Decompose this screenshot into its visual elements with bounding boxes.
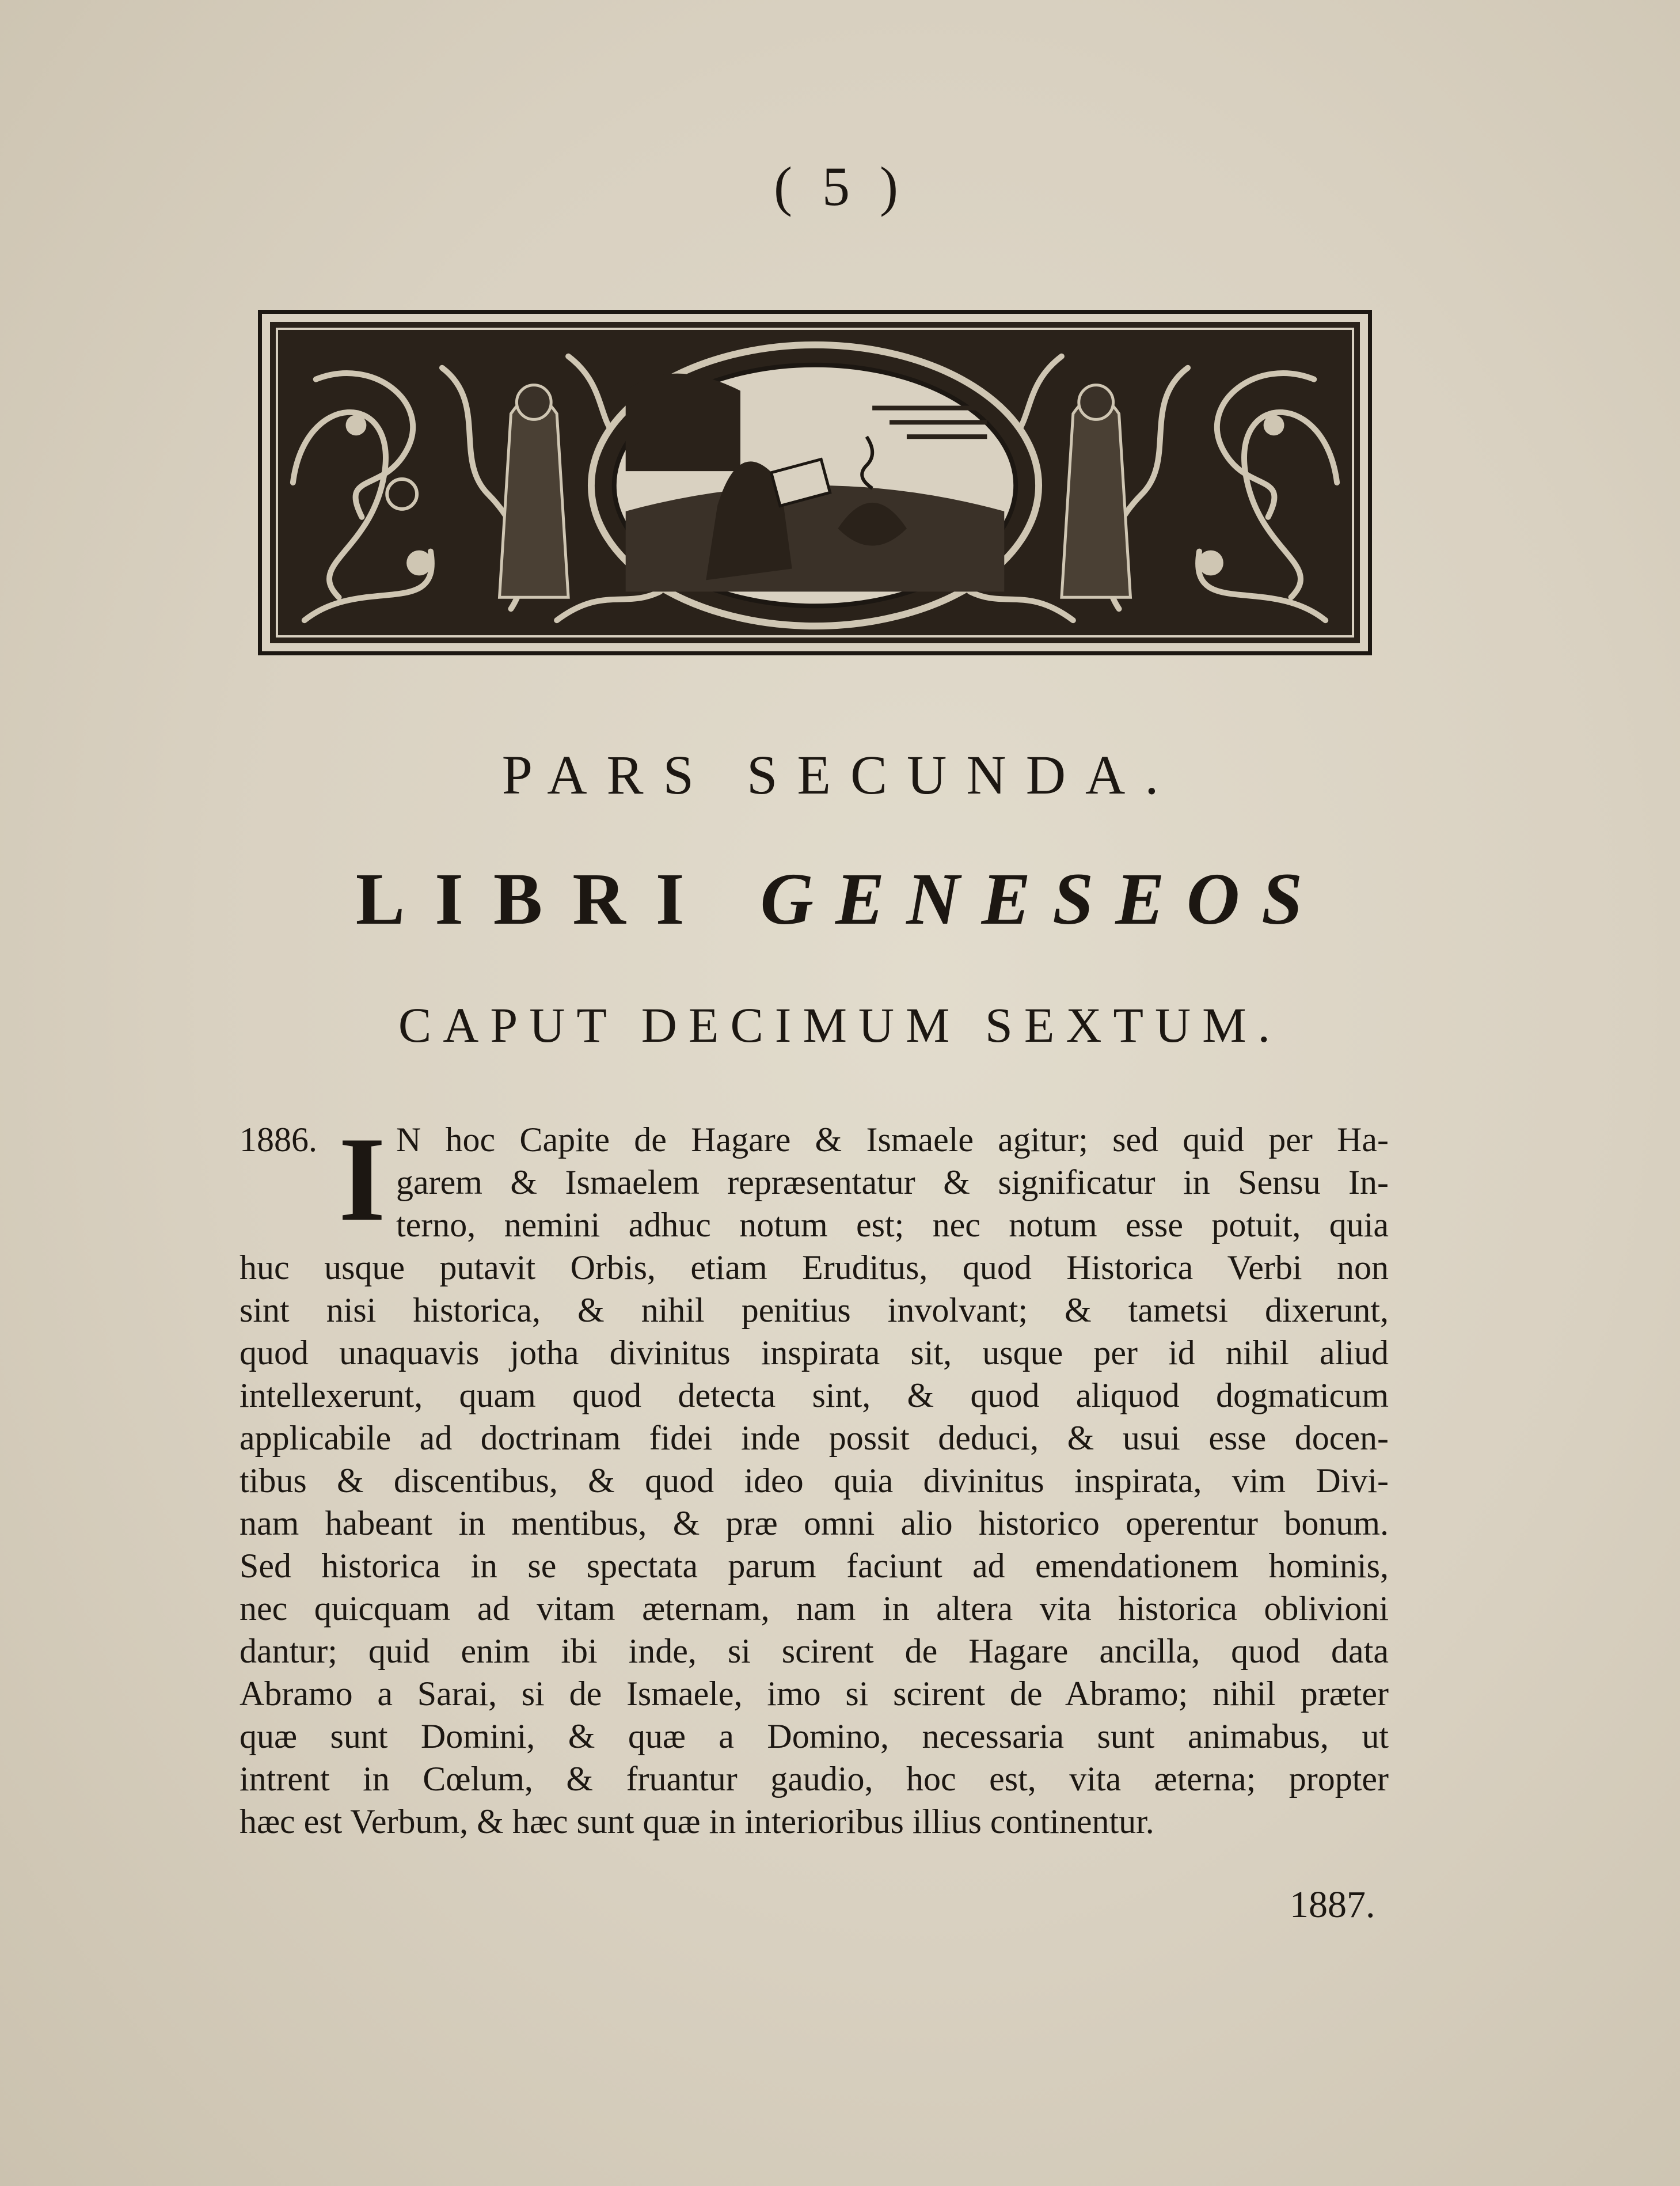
part-heading: PARS SECUNDA. <box>501 744 1179 806</box>
text-line: garem & Ismaelem repræsentatur & significatur in Sensu In- <box>396 1163 1389 1201</box>
text-line: terno, nemini adhuc notum est; nec notum esse potuit, quia <box>396 1206 1389 1244</box>
text-line: N hoc Capite de Hagare & Ismaele agitur; sed quid per Ha- <box>396 1121 1389 1159</box>
text-line: tibus & discentibus, & quod ideo quia divinitus inspirata, vim Divi- <box>240 1462 1389 1500</box>
paragraph-1886 <box>240 1113 1389 1843</box>
text-line: nec quicquam ad vitam æternam, nam in altera vita historica oblivioni <box>240 1589 1389 1627</box>
catchword: 1887. <box>1290 1884 1375 1926</box>
text-line: quod unaquavis jotha divinitus inspirata sit, usque per id nihil aliud <box>240 1334 1389 1372</box>
text-line: hæc est Verbum, & hæc sunt quæ in interioribus illius continentur. <box>240 1802 1154 1840</box>
page-number: ( 5 ) <box>774 155 906 217</box>
text-line: huc usque putavit Orbis, etiam Eruditus, quod Historica Verbi non <box>240 1248 1389 1286</box>
text-line: nam habeant in mentibus, & præ omni alio historico operentur bonum. <box>240 1504 1389 1542</box>
text-line: sint nisi historica, & nihil penitius involvant; & tametsi dixerunt, <box>240 1291 1389 1329</box>
book-title-libri: LIBRI <box>355 858 714 940</box>
text-line: intellexerunt, quam quod detecta sint, & quod aliquod dogmaticum <box>240 1376 1389 1414</box>
book-title-geneseos: GENESEOS <box>760 858 1325 940</box>
paragraph-number: 1886. <box>240 1121 317 1159</box>
drop-cap: I <box>339 1113 386 1246</box>
text-line: intrent in Cœlum, & fruantur gaudio, hoc est, vita æterna; propter <box>240 1760 1389 1798</box>
chapter-heading: CAPUT DECIMUM SEXTUM. <box>398 997 1282 1053</box>
ornamental-headpiece <box>258 310 1372 655</box>
ornamental-engraved-headpiece-icon <box>270 322 1360 643</box>
text-line: Sed historica in se spectata parum faciunt ad emendationem hominis, <box>240 1547 1389 1585</box>
text-line: applicabile ad doctrinam fidei inde possit deduci, & usui esse docen- <box>240 1419 1389 1457</box>
text-line: Abramo a Sarai, si de Ismaele, imo si scirent de Abramo; nihil præter <box>240 1675 1389 1713</box>
text-line: dantur; quid enim ibi inde, si scirent de Hagare ancilla, quod data <box>240 1632 1389 1670</box>
text-line: quæ sunt Domini, & quæ a Domino, necessaria sunt animabus, ut <box>240 1717 1389 1755</box>
book-title <box>0 857 1680 942</box>
